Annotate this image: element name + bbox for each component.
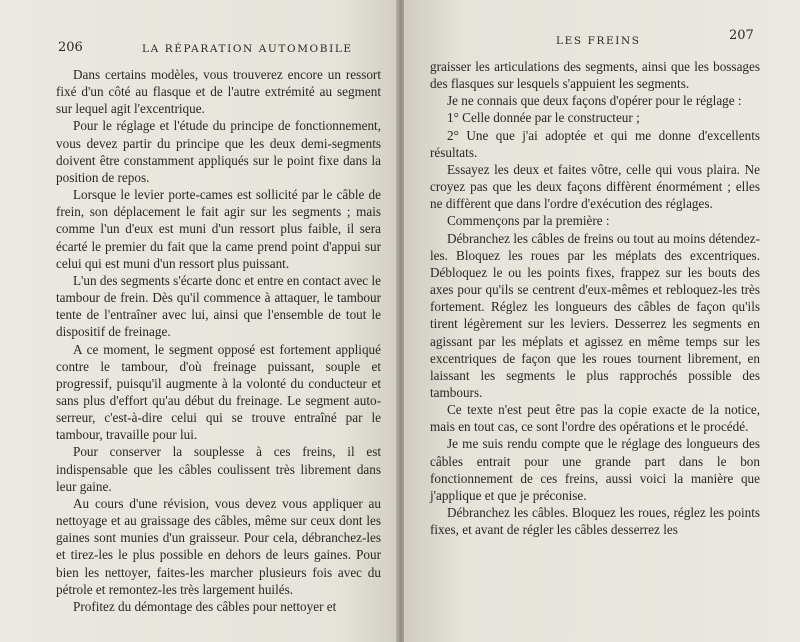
paragraph: A ce moment, le segment opposé est fortement appliqué contre le tambour, d'où freinage puissant, souple et progressif, puisqu'il augmente à la volonté du conducteur et sans plus d'effort qu'au début du freinage. Le segment auto-serreur, c'est-à-dire celui qui se trouve entraîné par le tambour, travaille pour lui. [56, 341, 381, 443]
paragraph: Essayez les deux et faites vôtre, celle qui vous plaira. Ne croyez pas que les deux façons diffèrent énormément ; elles ne diffèrent que dans l'ordre d'exécution des réglages. [430, 161, 760, 212]
paragraph: Commençons par la première : [447, 213, 610, 229]
page-body [430, 58, 760, 538]
paragraph: Je me suis rendu compte que le réglage des longueurs des câbles entrait pour une grande part dans le bon fonctionnement de ces freins, aussi voici la manière que j'applique et que je préconise. [430, 436, 760, 503]
paragraph: Profitez du démontage des câbles pour nettoyer et [73, 598, 337, 614]
paragraph: 2° Une que j'ai adoptée et qui me donne d'excellents résultats. [430, 127, 760, 160]
running-head: LES FREINS [556, 35, 641, 47]
paragraph: Pour le réglage et l'étude du principe de fonctionnement, vous devez partir du principe que les deux demi-segments doivent être constamment appliqués sur le point fixe dans la position de repos. [56, 118, 381, 185]
paragraph: Débranchez les câbles. Bloquez les roues, réglez les points fixes, et avant de régler les câbles desserrez les [430, 505, 760, 538]
paragraph: Dans certains modèles, vous trouverez encore un ressort fixé d'un côté au flasque et de l'autre extrémité au segment sur lequel agit l'excentrique. [56, 67, 381, 117]
paragraph: Lorsque le levier porte-cames est sollicité par le câble de frein, son déplacement le fait agir sur les segments ; mais comme l'un d'eux est muni d'un ressort plus faible, il sera écarté le premier du fait que la came prend point d'appui sur celui qui est muni d'un ressort plus puissant. [56, 187, 381, 271]
paragraph: Ce texte n'est peut être pas la copie exacte de la notice, mais en tout cas, ce sont l'ordre des opérations et le procédé. [430, 402, 760, 435]
paragraph: graisser les articulations des segments, ainsi que les bossages des flasques sur lesquels s'appuient les segments. [430, 59, 760, 92]
left-page [0, 0, 398, 642]
running-head: LA RÉPARATION AUTOMOBILE [142, 43, 353, 55]
paragraph: Débranchez les câbles de freins ou tout au moins détendez-les. Bloquez les roues par les méplats des excentriques. Débloquez le ou les points fixes, frappez sur les bouts des axes pour qu'ils se centrent d'eux-mêmes et rebloquez-les très fortement. Réglez les longueurs des câbles de façon qu'ils tirent légèrement sur les leviers. Desserrez les segments en agissant par les méplats et agissez en même temps sur les excentriques de façon que les roues tournent librement, en laissant les segments le plus rapprochés possible des tambours. [430, 230, 760, 400]
page-number: 207 [729, 28, 754, 43]
paragraph: Pour conserver la souplesse à ces freins, il est indispensable que les câbles coulissent très librement dans leur gaine. [56, 444, 381, 494]
paragraph: Au cours d'une révision, vous devez vous appliquer au nettoyage et au graissage des câbles, même sur ceux dont les gaines sont munies d'un graisseur. Pour cela, débranchez-les et tirez-les le plus possible en dehors de leurs gaines. Pour bien les nettoyer, faites-les marcher plusieurs fois avec du pétrole et remontez-les très largement huilés. [56, 495, 381, 597]
paragraph: Je ne connais que deux façons d'opérer pour le réglage : [447, 93, 742, 109]
right-page [404, 0, 800, 642]
paragraph: 1° Celle donnée par le constructeur ; [447, 110, 640, 126]
page-number: 206 [58, 40, 83, 55]
page-body [56, 66, 381, 615]
paragraph: L'un des segments s'écarte donc et entre en contact avec le tambour de frein. Dès qu'il commence à attaquer, le tambour tente de l'entraîner avec lui, ainsi que l'ensemble de tout le dispositif de freinage. [56, 272, 381, 340]
